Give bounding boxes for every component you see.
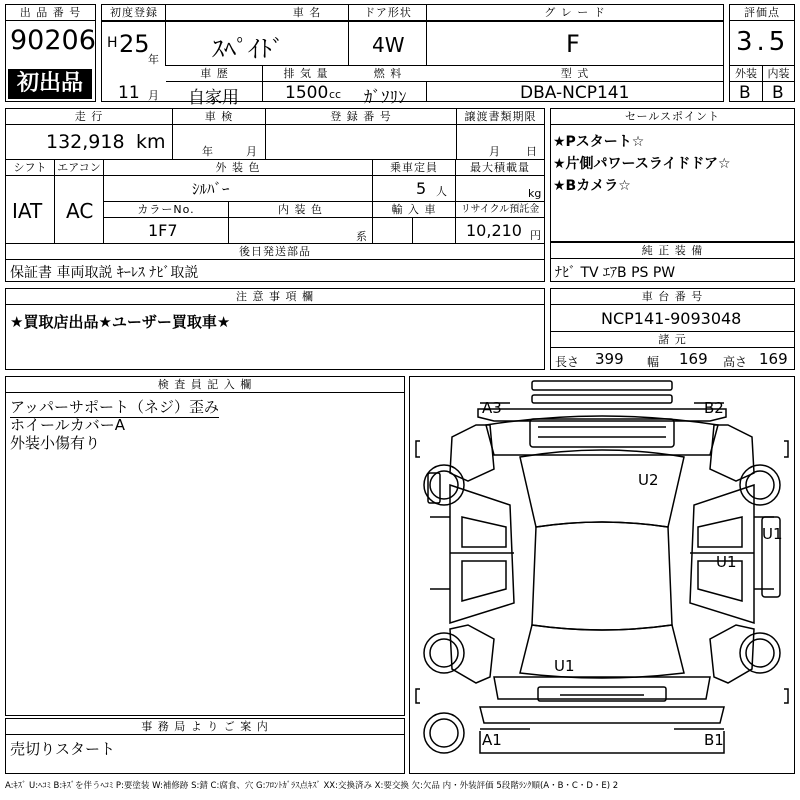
- car-diagram-box: [409, 376, 795, 774]
- mark-u1-right: U1: [762, 525, 783, 543]
- transfer-day-unit: 日: [526, 145, 537, 158]
- capacity-unit: 人: [436, 185, 447, 198]
- sales-points-box: [550, 108, 795, 242]
- length: 399: [595, 350, 624, 368]
- color-no-label: カラーNo.: [104, 202, 228, 218]
- fuel: ｶﾞｿﾘﾝ: [364, 88, 407, 108]
- lot-box: [5, 4, 96, 102]
- displacement-label: 排 気 量: [263, 66, 349, 82]
- mark-a1: A1: [482, 731, 502, 749]
- office-box: [5, 718, 405, 774]
- color: ｼﾙﾊﾞｰ: [192, 180, 230, 198]
- equipment-label: 純 正 装 備: [551, 243, 794, 259]
- equipment-box: [550, 242, 795, 282]
- lot-number: 90206: [10, 25, 96, 56]
- inspection-month-unit: 月: [246, 145, 257, 158]
- month-unit: 月: [148, 89, 159, 102]
- score-box: [729, 4, 795, 102]
- color-label: 外 装 色: [104, 160, 372, 176]
- inspector-line: ホイールカバーA: [10, 416, 125, 434]
- main-header-box: [101, 4, 724, 108]
- fuel-label: 燃 料: [349, 66, 427, 82]
- shift: IAT: [12, 199, 43, 223]
- load-label: 最大積載量: [456, 160, 544, 176]
- mileage: 132,918: [46, 131, 125, 153]
- interior-color-label: 内 装 色: [229, 202, 372, 218]
- inspector-label: 検 査 員 記 入 欄: [6, 377, 404, 393]
- grade: F: [566, 30, 580, 58]
- car-name: ｽﾍﾟｲﾄﾞ: [212, 35, 284, 63]
- mark-u1-rear: U1: [554, 657, 575, 675]
- dims-label: 諸 元: [551, 332, 794, 348]
- sales-point-item: ★Bカメラ☆: [553, 178, 631, 194]
- notes-box: [5, 288, 545, 370]
- month: 11: [118, 83, 140, 103]
- exterior-label: 外装: [730, 66, 762, 82]
- inspector-line: アッパーサポート（ネジ）歪み: [10, 398, 219, 416]
- vehicle-detail-box: [5, 108, 545, 282]
- mark-u1-door: U1: [716, 553, 737, 571]
- inspector-line: 外装小傷有り: [10, 434, 101, 452]
- ac: AC: [66, 199, 94, 223]
- later-parts-label: 後日発送部品: [6, 244, 544, 260]
- displacement: 1500: [285, 83, 329, 103]
- width-label: 幅: [647, 355, 660, 369]
- lot-label: 出 品 番 号: [6, 5, 95, 21]
- history: 自家用: [188, 88, 239, 108]
- inspection-year-unit: 年: [202, 145, 213, 158]
- mark-a3: A3: [482, 399, 502, 417]
- displacement-unit: cc: [329, 88, 342, 101]
- reg-label: 登 録 番 号: [266, 109, 456, 125]
- height: 169: [759, 350, 788, 368]
- sales-point-item: ★Pスタート☆: [553, 134, 645, 150]
- model: DBA-NCP141: [520, 83, 630, 103]
- notes: ★買取店出品★ユーザー買取車★: [10, 313, 231, 331]
- door-label: ドア形状: [349, 5, 427, 21]
- door: 4W: [372, 33, 405, 57]
- capacity: 5: [416, 179, 427, 198]
- chassis-number: NCP141-9093048: [601, 309, 742, 328]
- era: H: [107, 35, 118, 51]
- recycle-label: リサイクル預託金: [456, 202, 544, 218]
- inspector-box: [5, 376, 405, 716]
- recycle-unit: 円: [530, 229, 541, 242]
- transfer-month-unit: 月: [489, 145, 500, 158]
- load-unit: kg: [528, 187, 542, 200]
- model-label: 型 式: [427, 66, 723, 82]
- score-label: 評価点: [730, 5, 794, 21]
- height-label: 高さ: [723, 355, 748, 369]
- color-no: 1F7: [148, 221, 178, 240]
- car-name-label: 車 名: [166, 5, 448, 21]
- first-listing-badge: 初出品: [8, 69, 92, 99]
- inspection-label: 車 検: [173, 109, 265, 125]
- length-label: 長さ: [555, 355, 580, 369]
- mileage-label: 走 行: [6, 109, 172, 125]
- exterior-grade: B: [739, 83, 751, 103]
- legend: A:ｷｽﾞ U:ﾍｺﾐ B:ｷｽﾞを伴うﾍｺﾐ P:要塗装 W:補修跡 S:錆 C:腐食、穴 G:ﾌﾛﾝﾄｶﾞﾗｽ点ｷｽﾞ XX:交換済み X:要交換 欠:欠品 内・外装評価 5段階ﾗﾝｸ順(A・B・C・D・E) 2: [5, 781, 619, 791]
- ac-label: エアコン: [55, 160, 103, 176]
- capacity-label: 乗車定員: [373, 160, 455, 176]
- sales-points-label: セールスポイント: [551, 109, 794, 125]
- mark-b1: B1: [704, 731, 724, 749]
- import-label: 輸 入 車: [373, 202, 455, 218]
- office-label: 事 務 局 よ り ご 案 内: [6, 719, 404, 735]
- later-parts: 保証書 車両取説 ｷｰﾚｽ ﾅﾋﾞ取説: [10, 265, 199, 281]
- history-label: 車 歴: [166, 66, 263, 82]
- first-reg-label: 初度登録: [102, 5, 166, 21]
- interior-color-unit: 系: [356, 230, 367, 243]
- mark-u2: U2: [638, 471, 659, 489]
- interior-label: 内装: [763, 66, 794, 82]
- score: 3.5: [736, 27, 790, 57]
- grade-label: グ レ ー ド: [427, 5, 723, 21]
- recycle: 10,210: [466, 221, 522, 240]
- width: 169: [679, 350, 708, 368]
- year: 25: [119, 30, 150, 58]
- shift-label: シフト: [6, 160, 54, 176]
- interior-grade: B: [772, 83, 784, 103]
- year-unit: 年: [148, 53, 159, 66]
- transfer-label: 譲渡書類期限: [457, 109, 544, 125]
- sales-point-item: ★片側パワースライドドア☆: [553, 156, 731, 172]
- office-note: 売切りスタート: [10, 740, 116, 758]
- mileage-unit: km: [136, 131, 166, 153]
- equipment: ﾅﾋﾞ TV ｴｱB PS PW: [555, 265, 676, 281]
- chassis-box: [550, 288, 795, 370]
- notes-label: 注 意 事 項 欄: [6, 289, 544, 305]
- mark-b2: B2: [704, 399, 724, 417]
- chassis-label: 車 台 番 号: [551, 289, 794, 305]
- car-diagram: [410, 377, 794, 773]
